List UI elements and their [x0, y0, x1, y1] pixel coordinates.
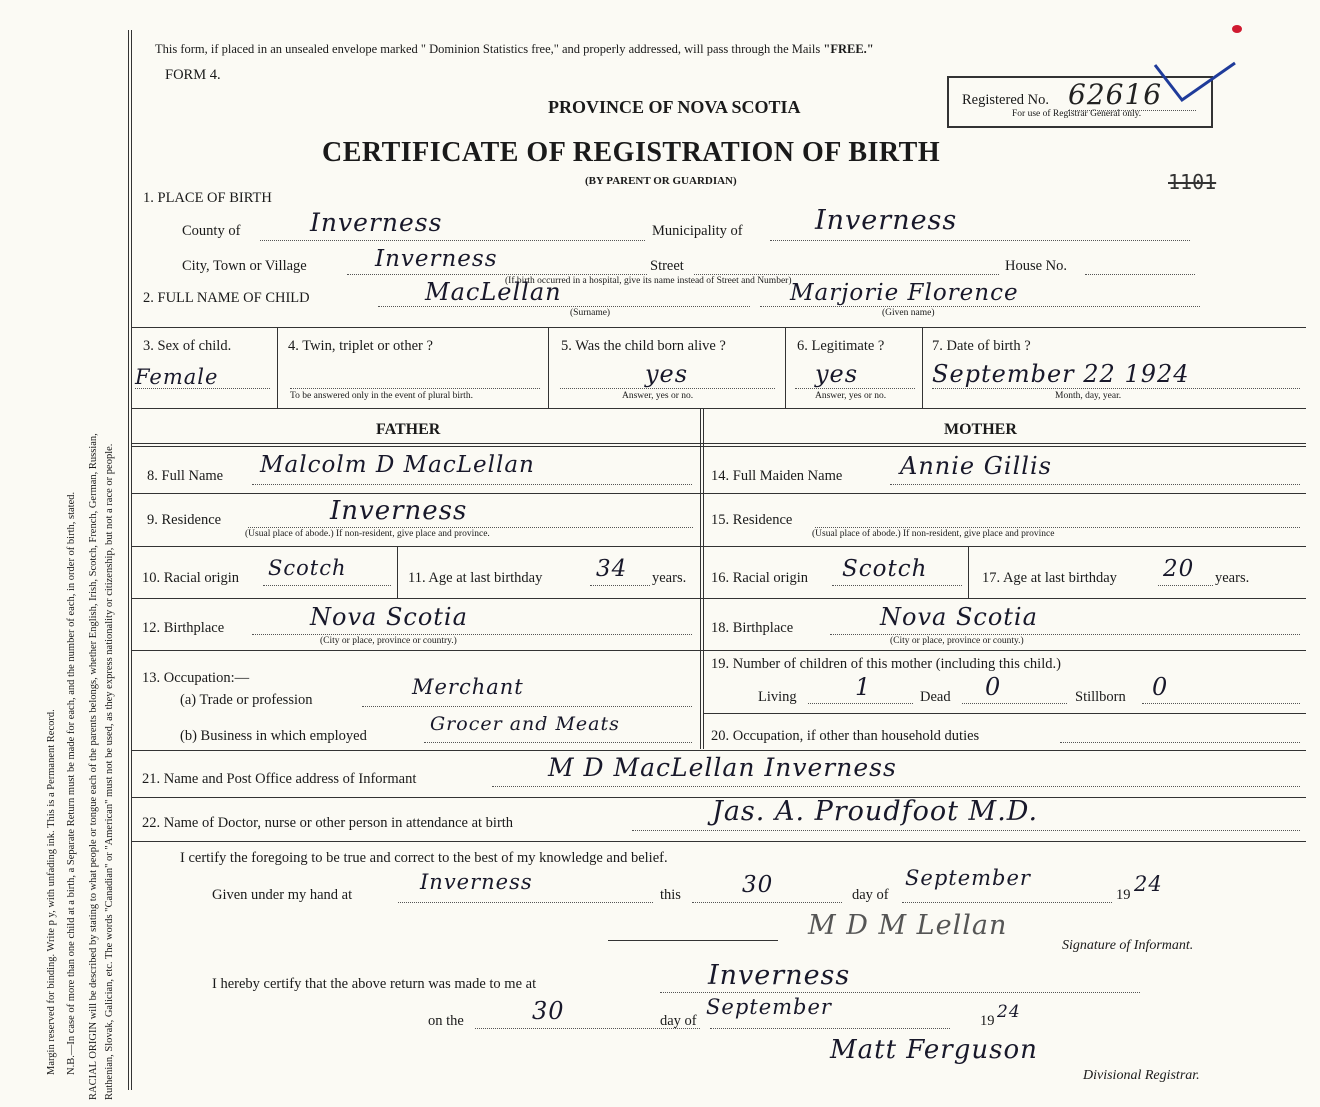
mail-notice-text: This form, if placed in an unsealed envelope marked " Dominion Statistics free," and properly addressed, will pass through the Mails [155, 42, 821, 56]
mother-racial-sep [968, 547, 969, 598]
house-label: House No. [1005, 258, 1068, 274]
father-name-line [252, 484, 692, 485]
mother-racial-label: 16. Racial origin [711, 570, 809, 586]
legitimate-line [795, 388, 915, 389]
on-day-value: 30 [532, 997, 565, 1025]
living-line [808, 703, 913, 704]
father-name-value: Malcolm D MacLellan [260, 452, 535, 478]
municipality-label: Municipality of [652, 223, 743, 239]
informant-line [492, 786, 1300, 787]
row13-rule [131, 750, 1306, 751]
father-age-value: 34 [596, 556, 628, 582]
on-the-label: on the [428, 1013, 464, 1029]
house-line [1085, 274, 1195, 275]
mother-occupation-line [1060, 742, 1300, 743]
alive-line [560, 388, 775, 389]
trade-label: (a) Trade or profession [180, 692, 313, 708]
month-value: September [905, 866, 1031, 890]
mother-birthplace-caption: (City or place, province or county.) [890, 636, 1024, 646]
mother-residence-label: 15. Residence [711, 512, 793, 528]
registered-number: 62616 [1068, 78, 1163, 111]
county-value: Inverness [310, 208, 443, 237]
margin-note-2: N.B.—In case of more than one child at a birth, a Separate Return must be made for each, and the number of each, in order of birth, stated. [66, 491, 77, 1075]
sex-line [135, 388, 270, 389]
mail-notice-free: "FREE." [823, 42, 874, 56]
father-residence-label: 9. Residence [147, 512, 222, 528]
given-place-line [398, 902, 653, 903]
living-label: Living [758, 689, 797, 705]
mother-birthplace-label: 18. Birthplace [711, 620, 794, 636]
mother-residence-caption: (Usual place of abode.) If non-resident, give place and province [812, 529, 1055, 539]
alive-caption: Answer, yes or no. [622, 391, 694, 401]
father-birthplace-label: 12. Birthplace [142, 620, 225, 636]
stamp-number: 1101 [1168, 170, 1217, 194]
stillborn-value: 0 [1152, 673, 1169, 701]
on-year-value: 24 [997, 1002, 1021, 1022]
informant-signature: M D M Lellan [808, 910, 1008, 941]
father-racial-sep [397, 547, 398, 598]
legitimate-caption: Answer, yes or no. [815, 391, 887, 401]
mother-age-line [1158, 585, 1213, 586]
father-birthplace-line [252, 634, 692, 635]
place-of-birth-label: 1. PLACE OF BIRTH [143, 190, 272, 206]
registrar-note: For use of Registrar General only. [1012, 109, 1142, 119]
father-birthplace-value: Nova Scotia [310, 603, 468, 631]
row8-rule [131, 493, 1306, 494]
father-age-line [590, 585, 650, 586]
dob-line [932, 388, 1300, 389]
certify-text: I certify the foregoing to be true and correct to the best of my knowledge and belief. [180, 850, 668, 866]
row3-sep-3 [785, 328, 786, 408]
father-racial-value: Scotch [268, 556, 347, 580]
informant-label: 21. Name and Post Office address of Informant [142, 771, 417, 787]
on-month-line [710, 1028, 950, 1029]
street-line [694, 274, 999, 275]
year-prefix: 19 [1116, 887, 1131, 903]
hospital-note: (If birth occurred in a hospital, give its name instead of Street and Number) [505, 276, 792, 286]
child-name-label: 2. FULL NAME OF CHILD [143, 290, 310, 306]
signature-line-left [608, 940, 778, 941]
street-label: Street [650, 258, 684, 274]
certificate-title: CERTIFICATE OF REGISTRATION OF BIRTH [322, 137, 941, 168]
father-racial-label: 10. Racial origin [142, 570, 240, 586]
dead-value: 0 [985, 673, 1002, 701]
father-residence-line [248, 527, 693, 528]
dead-line [962, 703, 1067, 704]
father-years-label: years. [652, 570, 687, 586]
stillborn-label: Stillborn [1075, 689, 1126, 705]
mother-racial-line [832, 585, 962, 586]
city-label: City, Town or Village [182, 258, 307, 274]
mother-racial-value: Scotch [842, 556, 928, 582]
father-heading: FATHER [376, 421, 441, 438]
city-value: Inverness [375, 246, 498, 272]
on-year-prefix: 19 [980, 1013, 995, 1029]
county-line [260, 240, 645, 241]
month-line [902, 902, 1112, 903]
registrar-label: Divisional Registrar. [1083, 1068, 1200, 1083]
mother-name-label: 14. Full Maiden Name [711, 468, 843, 484]
province-heading: PROVINCE OF NOVA SCOTIA [548, 97, 801, 117]
surname-line [378, 306, 750, 307]
father-name-label: 8. Full Name [147, 468, 224, 484]
margin-note-1: Margin reserved for binding. Write p y, with unfading ink. This is a Permanent Record. [46, 709, 57, 1075]
heading-rule [131, 443, 1306, 447]
stillborn-line [1142, 703, 1300, 704]
mother-heading: MOTHER [944, 421, 1017, 438]
business-line [424, 742, 692, 743]
parents-divider [700, 409, 704, 749]
surname-value: MacLellan [425, 278, 562, 306]
form-number: FORM 4. [165, 67, 221, 83]
on-month-value: September [706, 995, 832, 1019]
alive-label: 5. Was the child born alive ? [561, 338, 726, 354]
father-residence-caption: (Usual place of abode.) If non-resident, give place and province. [245, 529, 490, 539]
city-line [347, 274, 647, 275]
registrar-signature: Matt Ferguson [830, 1035, 1038, 1065]
day-line [692, 902, 842, 903]
given-label: Given under my hand at [212, 887, 353, 903]
mail-notice [155, 42, 874, 57]
informant-value: M D MacLellan Inverness [548, 753, 897, 782]
legitimate-label: 6. Legitimate ? [797, 338, 885, 354]
row3-sep-1 [277, 328, 278, 408]
father-age-label: 11. Age at last birthday [408, 570, 543, 586]
given-place-value: Inverness [420, 870, 533, 894]
mother-name-line [890, 484, 1300, 485]
on-day-of-label: day of [660, 1013, 697, 1029]
day-value: 30 [742, 872, 774, 898]
mother-age-value: 20 [1163, 556, 1195, 582]
row12-rule [131, 650, 1306, 651]
mother-age-label: 17. Age at last birthday [982, 570, 1117, 586]
row3-top-line [131, 327, 1306, 328]
father-racial-line [263, 585, 391, 586]
occupation-label: 13. Occupation:— [142, 670, 250, 686]
father-residence-value: Inverness [330, 496, 468, 526]
dob-caption: Month, day, year. [1055, 391, 1122, 401]
dead-label: Dead [920, 689, 951, 705]
sex-value: Female [135, 365, 219, 389]
dob-label: 7. Date of birth ? [932, 338, 1031, 354]
mother-birthplace-value: Nova Scotia [880, 603, 1038, 631]
sex-label: 3. Sex of child. [143, 338, 232, 354]
dob-value: September 22 1924 [932, 360, 1190, 388]
twin-line [290, 388, 540, 389]
father-birthplace-caption: (City or place, province or country.) [320, 636, 457, 646]
doctor-line [632, 830, 1300, 831]
registered-label: Registered No. [962, 92, 1049, 108]
trade-value: Merchant [412, 675, 524, 699]
alive-value: yes [645, 360, 689, 388]
legitimate-value: yes [815, 360, 859, 388]
margin-note-4: Ruthenian, Slovak, Galician, etc. The words "Canadian" or "American" must not be used, as they express nationality or citizenship, but not a race or people. [104, 443, 115, 1100]
year-value: 24 [1134, 872, 1163, 896]
business-value: Grocer and Meats [430, 713, 620, 735]
left-border [128, 30, 132, 1090]
row19-rule [704, 713, 1306, 714]
row9-rule [131, 546, 1306, 547]
checkmark-icon [1150, 55, 1240, 115]
living-value: 1 [855, 673, 872, 701]
business-label: (b) Business in which employed [180, 728, 367, 744]
row22-rule [131, 841, 1306, 842]
doctor-value: Jas. A. Proudfoot M.D. [712, 796, 1039, 827]
certificate-subtitle: (BY PARENT OR GUARDIAN) [585, 175, 737, 187]
mother-birthplace-line [830, 634, 1300, 635]
day-of-label: day of [852, 887, 889, 903]
this-label: this [660, 887, 681, 903]
given-name-line [760, 306, 1200, 307]
row10-rule [131, 598, 1306, 599]
mother-occupation-label: 20. Occupation, if other than household duties [711, 728, 980, 744]
row3-sep-2 [548, 328, 549, 408]
margin-note-3: RACIAL ORIGIN will be described by stating to what people or tongue each of the parents belongs, whether English, Irish, Scotch, French, German, Russian, [88, 433, 99, 1100]
trade-line [362, 706, 692, 707]
twin-label: 4. Twin, triplet or other ? [288, 338, 433, 354]
row3-bottom-line [131, 408, 1306, 409]
mother-residence-line [815, 527, 1300, 528]
row3-sep-4 [922, 328, 923, 408]
given-name-caption: (Given name) [882, 308, 935, 318]
hereby-place-line [660, 992, 1140, 993]
children-label: 19. Number of children of this mother (including this child.) [711, 656, 1061, 672]
municipality-value: Inverness [815, 205, 958, 236]
county-label: County of [182, 223, 241, 239]
municipality-line [770, 240, 1190, 241]
given-name-value: Marjorie Florence [790, 280, 1019, 306]
surname-caption: (Surname) [570, 308, 611, 318]
informant-signature-label: Signature of Informant. [1062, 938, 1194, 953]
doctor-label: 22. Name of Doctor, nurse or other person in attendance at birth [142, 815, 514, 831]
red-ink-mark [1232, 25, 1242, 33]
mother-name-value: Annie Gillis [900, 452, 1052, 480]
hereby-place-value: Inverness [708, 960, 851, 991]
hereby-text: I hereby certify that the above return was made to me at [212, 976, 537, 992]
twin-caption: To be answered only in the event of plural birth. [290, 391, 473, 401]
mother-years-label: years. [1215, 570, 1250, 586]
